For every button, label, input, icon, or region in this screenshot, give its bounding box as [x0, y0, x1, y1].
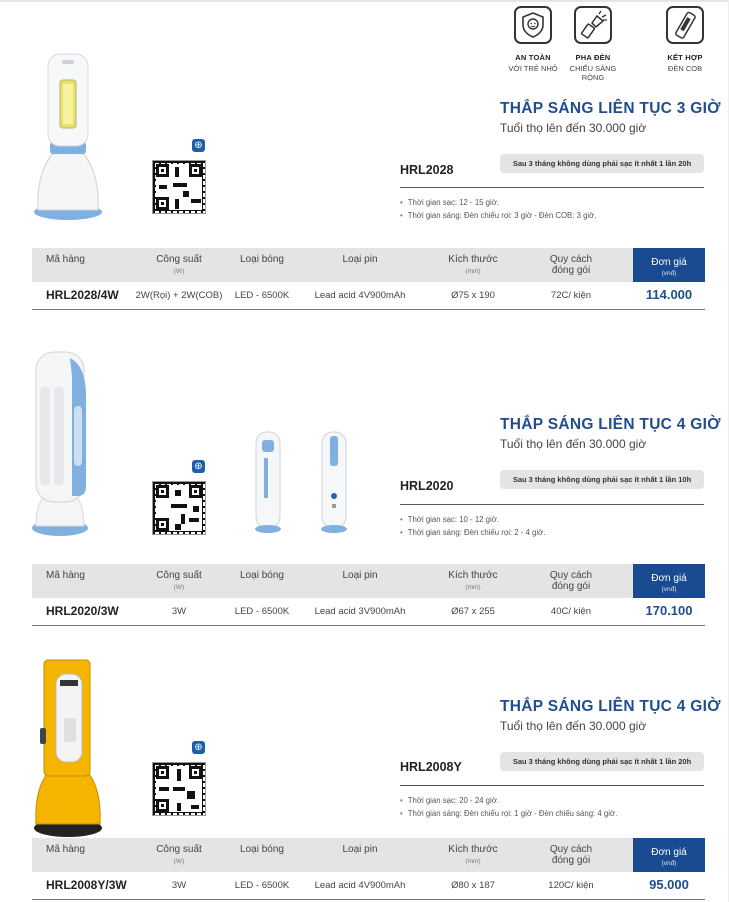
header-battery: Loại pin	[342, 570, 378, 581]
table-header	[32, 248, 705, 282]
note-item: • Thời gian sáng: Đèn chiếu rọi: 1 giờ - Đèn chiếu sáng: 4 giờ.	[400, 807, 617, 820]
baby-safety-icon	[514, 6, 552, 44]
header-price: Đơn giá (vnđ)	[633, 248, 705, 282]
table-row	[32, 872, 705, 900]
charging-badge: Sau 3 tháng không dùng phải sạc ít nhất 1 lần 20h	[500, 154, 704, 173]
header-bulb: Loại bóng	[240, 844, 284, 855]
note-item: • Thời gian sạc: 12 - 15 giờ.	[400, 196, 596, 209]
feature-icons	[498, 6, 720, 82]
charging-badge: Sau 3 tháng không dùng phải sạc ít nhất 1 lần 10h	[500, 470, 704, 489]
website-globe-icon[interactable]: ⊕	[192, 741, 205, 754]
note-item: • Thời gian sáng: Đèn chiếu rọi: 2 - 4 giờ.	[400, 526, 545, 539]
header-bulb: Loại bóng	[240, 254, 284, 265]
header-code: Mã hàng	[46, 570, 85, 581]
header-packing: Quy cách đóng gói	[549, 254, 593, 276]
header-bulb: Loại bóng	[240, 570, 284, 581]
feature-subtitle: CHIẾU SÁNG RỘNG	[569, 64, 617, 82]
product-subline: Tuổi thọ lên đến 30.000 giờ	[500, 719, 647, 733]
cell-price: 95.000	[649, 877, 689, 892]
qr-code-image[interactable]	[152, 481, 206, 535]
header-price: Đơn giá (vnđ)	[633, 564, 705, 598]
header-size: Kích thước (mm)	[448, 844, 498, 865]
price-table	[32, 838, 705, 900]
cell-packing: 40C/ kiện	[550, 606, 592, 617]
table-row	[32, 282, 705, 310]
product-notes	[400, 794, 617, 820]
header-size: Kích thước (mm)	[448, 570, 498, 591]
cell-packing: 120C/ kiện	[548, 880, 594, 891]
table-header	[32, 564, 705, 598]
cob-light-icon	[666, 6, 704, 44]
cell-battery: Lead acid 4V900mAh	[314, 290, 406, 301]
cell-battery: Lead acid 3V900mAh	[314, 606, 406, 617]
product-subline: Tuổi thọ lên đến 30.000 giờ	[500, 437, 647, 451]
cell-power: 3W	[171, 606, 187, 617]
table-row	[32, 598, 705, 626]
feature-wide-beam	[558, 6, 628, 82]
product-notes	[400, 513, 545, 539]
product-back-view	[318, 430, 350, 534]
header-packing: Quy cách đóng gói	[549, 570, 593, 592]
header-battery: Loại pin	[342, 844, 378, 855]
cell-price: 114.000	[645, 287, 693, 302]
divider	[400, 785, 704, 786]
cell-price: 170.100	[645, 603, 693, 618]
product-image-hrl2020	[30, 346, 92, 538]
cell-size: Ø75 x 190	[451, 290, 495, 301]
flashlight-beam-icon	[574, 6, 612, 44]
qr-code-image[interactable]	[152, 160, 206, 214]
header-packing: Quy cách đóng gói	[549, 844, 593, 866]
cell-code: HRL2008Y/3W	[46, 878, 127, 892]
cell-packing: 72C/ kiện	[550, 290, 592, 301]
product-code: HRL2028	[400, 163, 454, 177]
note-item: • Thời gian sáng: Đèn chiếu rọi: 3 giờ - Đèn COB: 3 giờ.	[400, 209, 596, 222]
table-header	[32, 838, 705, 872]
cell-bulb: LED - 6500K	[234, 290, 290, 301]
cell-bulb: LED - 6500K	[234, 880, 290, 891]
product-code: HRL2008Y	[400, 760, 462, 774]
feature-title: KẾT HỢP	[667, 53, 703, 62]
header-power: Công suất (W)	[156, 570, 202, 591]
product-code: HRL2020	[400, 479, 454, 493]
cell-size: Ø80 x 187	[451, 880, 495, 891]
feature-cob	[650, 6, 720, 73]
cell-size: Ø67 x 255	[451, 606, 495, 617]
website-globe-icon[interactable]: ⊕	[192, 139, 205, 152]
feature-title: AN TOÀN	[515, 53, 551, 62]
feature-subtitle: VỚI TRẺ NHỎ	[508, 64, 558, 73]
product-headline: THẮP SÁNG LIÊN TỤC 3 GIỜ	[500, 100, 721, 117]
header-code: Mã hàng	[46, 844, 85, 855]
header-code: Mã hàng	[46, 254, 85, 265]
cell-bulb: LED - 6500K	[234, 606, 290, 617]
price-table	[32, 564, 705, 626]
qr-code-image[interactable]	[152, 762, 206, 816]
product-headline: THẮP SÁNG LIÊN TỤC 4 GIỜ	[500, 416, 721, 433]
header-power: Công suất (W)	[156, 254, 202, 275]
product-side-view	[252, 430, 284, 534]
website-globe-icon[interactable]: ⊕	[192, 460, 205, 473]
charging-badge: Sau 3 tháng không dùng phải sạc ít nhất 1 lần 20h	[500, 752, 704, 771]
header-battery: Loại pin	[342, 254, 378, 265]
product-section-hrl2028	[0, 0, 729, 318]
divider	[400, 504, 704, 505]
cell-code: HRL2028/4W	[46, 288, 119, 302]
product-notes	[400, 196, 596, 222]
cell-power: 3W	[171, 880, 187, 891]
cell-battery: Lead acid 4V900mAh	[314, 880, 406, 891]
price-table	[32, 248, 705, 310]
product-headline: THẮP SÁNG LIÊN TỤC 4 GIỜ	[500, 698, 721, 715]
header-price: Đơn giá (vnđ)	[633, 838, 705, 872]
feature-title: PHA ĐÈN	[575, 53, 611, 62]
note-item: • Thời gian sạc: 20 - 24 giờ.	[400, 794, 617, 807]
product-subline: Tuổi thọ lên đến 30.000 giờ	[500, 121, 647, 135]
feature-subtitle: ĐÈN COB	[667, 64, 703, 73]
cell-power: 2W(Rọi) + 2W(COB)	[135, 290, 223, 301]
cell-code: HRL2020/3W	[46, 604, 119, 618]
product-section-hrl2008y	[0, 636, 729, 902]
header-size: Kích thước (mm)	[448, 254, 498, 275]
note-item: • Thời gian sạc: 10 - 12 giờ.	[400, 513, 545, 526]
header-power: Công suất (W)	[156, 844, 202, 865]
product-section-hrl2020	[0, 318, 729, 636]
product-image-hrl2008y	[30, 658, 106, 840]
divider	[400, 187, 704, 188]
product-image-hrl2028	[28, 50, 108, 222]
